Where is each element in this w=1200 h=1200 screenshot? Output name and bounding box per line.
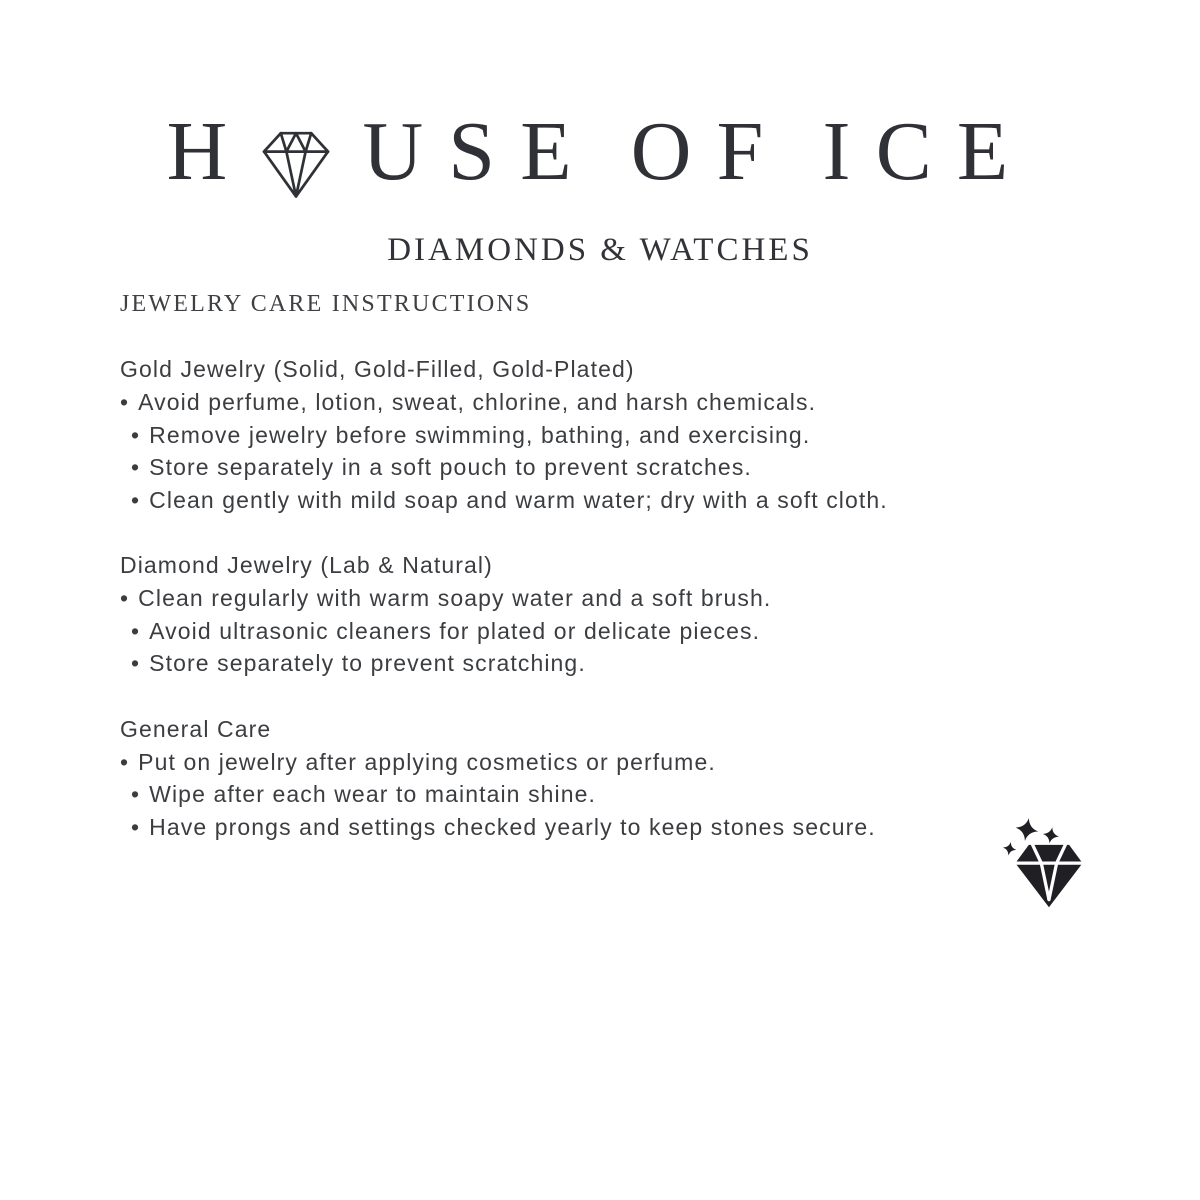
bullet-item	[120, 582, 1160, 615]
section-heading: General Care	[120, 715, 272, 742]
sparkling-diamond-icon	[1000, 818, 1096, 914]
logo-word-of: OF	[630, 105, 789, 198]
bullet-item	[120, 451, 1160, 484]
bullet-text: Avoid ultrasonic cleaners for plated or delicate pieces.	[149, 617, 761, 644]
bullet-dot: •	[120, 585, 130, 611]
bullet-dot: •	[131, 421, 141, 448]
care-section	[120, 353, 1160, 516]
bullet-text: Clean gently with mild soap and warm water; dry with a soft cloth.	[149, 486, 888, 513]
bullet-item	[120, 746, 1160, 779]
diamond-outline-icon	[256, 116, 336, 208]
sections-container	[120, 353, 1160, 843]
bullet-dot: •	[131, 781, 141, 807]
bullet-dot: •	[131, 454, 141, 480]
section-heading: Gold Jewelry (Solid, Gold-Filled, Gold-Plated)	[120, 356, 635, 382]
logo-word-ice: ICE	[822, 105, 1034, 198]
bullet-dot: •	[131, 813, 141, 840]
bullet-dot: •	[131, 617, 141, 644]
bullet-text: Remove jewelry before swimming, bathing, and exercising.	[149, 421, 811, 448]
brand-subtitle: DIAMONDS & WATCHES	[387, 232, 813, 268]
brand-logo	[0, 96, 1200, 269]
bullet-item	[120, 778, 1160, 811]
care-instructions	[120, 288, 1160, 876]
sparkle-small	[1002, 841, 1018, 857]
bullet-text: Wipe after each wear to maintain shine.	[149, 781, 597, 807]
bullet-text: Store separately to prevent scratching.	[149, 650, 586, 676]
bullet-dot: •	[120, 748, 130, 775]
bullet-dot: •	[131, 650, 141, 676]
bullet-item	[120, 386, 1160, 419]
section-heading: Diamond Jewelry (Lab & Natural)	[120, 552, 493, 578]
bullet-text: Avoid perfume, lotion, sweat, chlorine, and harsh chemicals.	[138, 389, 817, 415]
bullet-item	[120, 484, 1160, 517]
sparkle-medium	[1041, 826, 1060, 845]
bullet-text: Clean regularly with warm soapy water and a soft brush.	[138, 585, 772, 611]
page-title: JEWELRY CARE INSTRUCTIONS	[120, 291, 532, 317]
bullet-dot: •	[120, 389, 130, 415]
logo-word-use: USE	[362, 105, 597, 198]
care-section	[120, 549, 1160, 680]
bullet-item	[120, 615, 1160, 648]
bullet-text: Store separately in a soft pouch to prevent scratches.	[149, 454, 752, 480]
logo-letter-h: H	[166, 105, 253, 198]
bullet-text: Have prongs and settings checked yearly to keep stones secure.	[149, 813, 876, 840]
brand-wordmark	[0, 96, 1200, 208]
bullet-item	[120, 419, 1160, 452]
bullet-text: Put on jewelry after applying cosmetics or perfume.	[138, 748, 716, 775]
bullet-item	[120, 647, 1160, 680]
sparkle-large	[1014, 818, 1041, 843]
bullet-dot: •	[131, 486, 141, 513]
